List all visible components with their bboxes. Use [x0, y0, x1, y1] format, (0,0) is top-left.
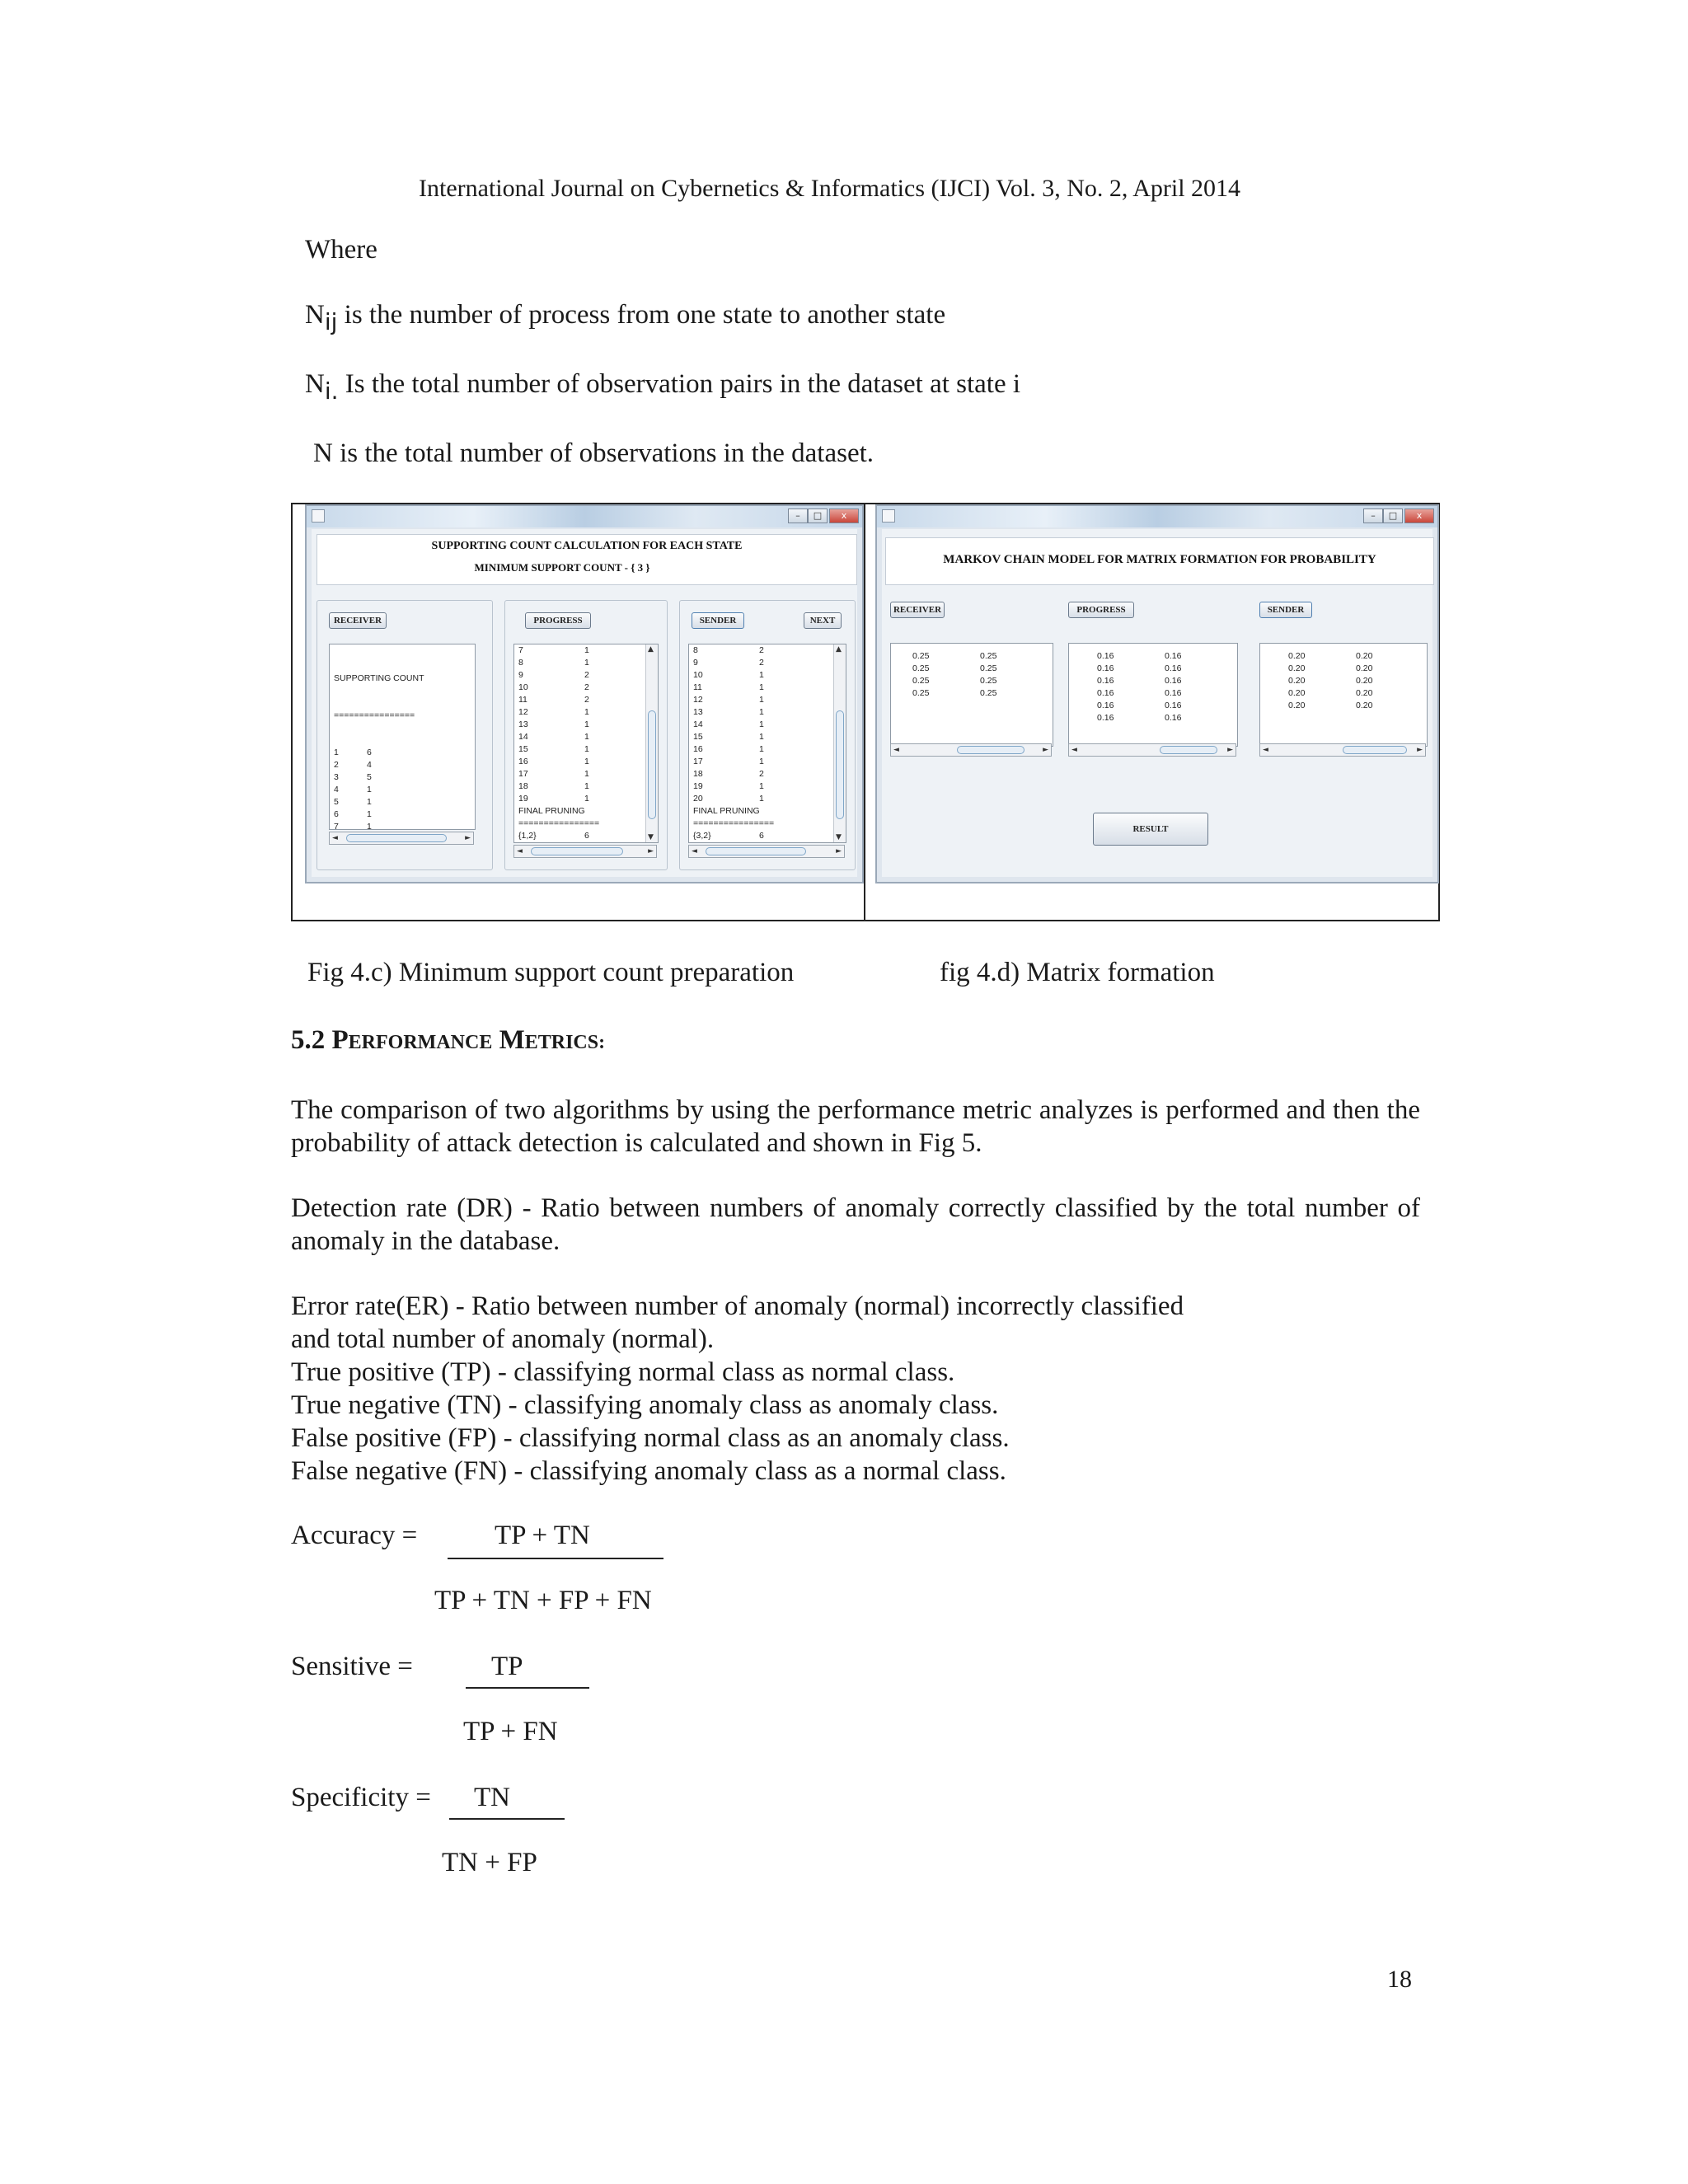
min-support-label: MINIMUM SUPPORT COUNT - { 3 }: [474, 561, 650, 574]
cell-value: 1: [759, 781, 764, 791]
cell-key: 15: [693, 732, 703, 742]
cell-value: 2: [584, 670, 589, 680]
close-button[interactable]: x: [1404, 509, 1434, 523]
window-client: [312, 529, 857, 877]
cell-value: 1: [367, 809, 372, 819]
progress-matrix[interactable]: [1068, 643, 1238, 747]
cell-key: 11: [518, 695, 528, 705]
cell-value: 2: [759, 658, 764, 668]
cell-value: 1: [367, 797, 372, 807]
matrix-text: [891, 644, 1053, 700]
subscript: ij: [324, 308, 338, 335]
matrix-cell: 0.25: [912, 676, 930, 686]
final-itemset: {1,2}: [518, 831, 537, 841]
cell-key: 9: [693, 658, 698, 668]
matrix-cell: 0.25: [912, 688, 930, 698]
horizontal-scrollbar[interactable]: [513, 845, 657, 858]
cell-key: 16: [693, 744, 703, 754]
section-number: 5.2: [291, 1025, 326, 1055]
line-false-negative: False negative (FN) - classifying anomaly class as a normal class.: [291, 1456, 1006, 1486]
sender-button[interactable]: SENDER: [692, 612, 744, 629]
matrix-row: [912, 687, 1053, 700]
list-row: [518, 682, 658, 694]
cell-key: 1: [334, 748, 339, 757]
line-true-positive: True positive (TP) - classifying normal class as normal class.: [291, 1357, 955, 1387]
list-separator: ================: [334, 710, 415, 720]
list-row: [334, 796, 475, 808]
window-titlebar: [307, 506, 862, 527]
accuracy-numerator: TP + TN: [495, 1521, 590, 1550]
matrix-cell: 0.16: [1097, 676, 1114, 686]
matrix-row: [912, 650, 1053, 663]
matrix-cell: 0.16: [1097, 663, 1114, 673]
matrix-cell: 0.25: [980, 663, 997, 673]
definition-text: is the number of process from one state to another state: [344, 300, 946, 330]
symbol-n: N: [305, 300, 325, 330]
accuracy-label: Accuracy =: [291, 1521, 418, 1550]
figure-divider: [864, 503, 865, 921]
cell-value: 1: [584, 719, 589, 729]
scroll-thumb[interactable]: [836, 710, 844, 819]
scroll-thumb[interactable]: [531, 847, 623, 855]
cell-value: 2: [759, 769, 764, 779]
minimize-button[interactable]: –: [788, 509, 808, 523]
section-title-part: ERFORMANCE: [348, 1032, 493, 1053]
specificity-numerator: TN: [474, 1783, 510, 1812]
scroll-down-icon[interactable]: ▼: [648, 833, 654, 841]
cell-value: 1: [759, 707, 764, 717]
horizontal-scrollbar[interactable]: [1068, 743, 1236, 757]
matrix-cell: 0.16: [1165, 688, 1182, 698]
cell-key: 18: [518, 781, 528, 791]
cell-value: 1: [584, 744, 589, 754]
paragraph-detection-rate: Detection rate (DR) - Ratio between numbers of anomaly correctly classified by the total number of anomaly in the database.: [291, 1193, 1420, 1256]
window-titlebar: [877, 506, 1437, 527]
matrix-cell: 0.20: [1288, 701, 1306, 710]
list-row: [693, 731, 846, 743]
list-row: [693, 743, 846, 756]
paragraph-comparison: The comparison of two algorithms by using the performance metric analyzes is performed and then the probability of attack detection is calculated and shown in Fig 5.: [291, 1095, 1420, 1158]
cell-value: 1: [584, 794, 589, 804]
scroll-left-icon[interactable]: ◄: [1071, 746, 1077, 754]
horizontal-scrollbar[interactable]: [890, 743, 1052, 757]
matrix-row: [1288, 700, 1427, 712]
scroll-right-icon[interactable]: ►: [648, 847, 654, 855]
matrix-cell: 0.16: [1097, 688, 1114, 698]
cell-key: 9: [518, 670, 523, 680]
horizontal-scrollbar[interactable]: [1259, 743, 1426, 757]
page-number: 18: [1387, 1966, 1412, 1993]
specificity-fraction-bar: [449, 1818, 565, 1820]
cell-value: 2: [584, 695, 589, 705]
list-row: [693, 719, 846, 731]
matrix-cell: 0.20: [1356, 688, 1373, 698]
final-count: 6: [584, 831, 589, 841]
cell-value: 2: [759, 645, 764, 655]
sensitive-label: Sensitive =: [291, 1652, 413, 1681]
scroll-down-icon[interactable]: ▼: [836, 833, 842, 841]
final-row: [693, 830, 846, 842]
subscript: i.: [324, 377, 339, 405]
matrix-cell: 0.16: [1165, 663, 1182, 673]
matrix-cell: 0.25: [912, 651, 930, 661]
list-row: [518, 644, 658, 657]
list-row: [334, 821, 475, 830]
list-row: [693, 768, 846, 780]
cell-key: 12: [518, 707, 528, 717]
accuracy-fraction-bar: [448, 1558, 663, 1559]
definition-nij: [305, 298, 946, 335]
scroll-right-icon[interactable]: ►: [1227, 746, 1233, 754]
sender-list-text: [689, 644, 846, 842]
matrix-row: [1288, 675, 1427, 687]
scroll-thumb[interactable]: [346, 834, 447, 842]
where-label: Where: [305, 235, 377, 265]
list-row: [693, 669, 846, 682]
cell-key: 17: [518, 769, 528, 779]
maximize-button[interactable]: □: [1383, 509, 1403, 523]
list-row: [334, 808, 475, 821]
cell-value: 2: [584, 682, 589, 692]
cell-key: 20: [693, 794, 703, 804]
cell-value: 1: [759, 670, 764, 680]
cell-value: 4: [367, 760, 372, 770]
list-row: [334, 784, 475, 796]
sender-matrix[interactable]: [1259, 643, 1428, 747]
cell-value: 1: [759, 682, 764, 692]
matrix-row: [1288, 687, 1427, 700]
list-row: [518, 731, 658, 743]
scroll-right-icon[interactable]: ►: [1417, 746, 1423, 754]
scroll-right-icon[interactable]: ►: [1043, 746, 1048, 754]
specificity-label: Specificity =: [291, 1783, 431, 1812]
caption-left: Fig 4.c) Minimum support count preparation: [307, 958, 795, 987]
definition-ni: [305, 368, 1021, 405]
cell-value: 1: [367, 822, 372, 830]
markov-matrix-window: [875, 504, 1439, 883]
receiver-panel: [316, 600, 493, 870]
matrix-cell: 0.20: [1356, 651, 1373, 661]
list-row: [518, 756, 658, 768]
progress-button[interactable]: PROGRESS: [1068, 602, 1134, 618]
list-row: [518, 706, 658, 719]
close-button[interactable]: x: [829, 509, 859, 523]
support-count-window: [305, 504, 864, 883]
scroll-left-icon[interactable]: ◄: [1263, 746, 1268, 754]
cell-value: 1: [584, 707, 589, 717]
matrix-cell: 0.16: [1165, 676, 1182, 686]
cell-value: 1: [759, 695, 764, 705]
list-row: [334, 759, 475, 771]
cell-value: 1: [759, 719, 764, 729]
line-true-negative: True negative (TN) - classifying anomaly class as anomaly class.: [291, 1390, 999, 1420]
matrix-cell: 0.25: [980, 676, 997, 686]
cell-key: 7: [334, 822, 339, 830]
matrix-row: [1097, 712, 1237, 724]
final-pruning-label: FINAL PRUNING: [518, 806, 585, 816]
progress-panel: [504, 600, 668, 870]
section-heading: [291, 1024, 605, 1059]
list-row: [693, 644, 846, 657]
cell-key: 17: [693, 757, 703, 766]
running-header: International Journal on Cybernetics & Informatics (IJCI) Vol. 3, No. 2, April 2014: [419, 175, 1241, 202]
line-error-rate-cont: and total number of anomaly (normal).: [291, 1324, 715, 1354]
cell-value: 5: [367, 772, 372, 782]
matrix-cell: 0.25: [980, 688, 997, 698]
final-itemset: {3,2}: [693, 831, 711, 841]
cell-value: 1: [759, 757, 764, 766]
cell-key: 12: [693, 695, 703, 705]
cell-value: 1: [584, 757, 589, 766]
sender-button[interactable]: SENDER: [1259, 602, 1312, 618]
specificity-denominator: TN + FP: [442, 1848, 537, 1877]
section-title-initial: P: [331, 1025, 349, 1055]
final-row: [518, 830, 658, 842]
progress-list-text: [514, 644, 658, 842]
accuracy-denominator: TP + TN + FP + FN: [434, 1586, 652, 1615]
receiver-matrix[interactable]: [890, 643, 1053, 747]
matrix-row: [1288, 663, 1427, 675]
cell-key: 14: [518, 732, 528, 742]
next-button[interactable]: NEXT: [804, 612, 842, 629]
list-row: [693, 793, 846, 805]
list-separator: ================: [693, 818, 775, 828]
scroll-thumb[interactable]: [1160, 746, 1217, 754]
matrix-cell: 0.16: [1165, 701, 1182, 710]
scroll-left-icon[interactable]: ◄: [893, 746, 899, 754]
section-title-initial: M: [499, 1025, 525, 1055]
matrix-text: [1260, 644, 1427, 712]
matrix-row: [1288, 650, 1427, 663]
list-row: [518, 743, 658, 756]
matrix-cell: 0.20: [1356, 701, 1373, 710]
scroll-left-icon[interactable]: ◄: [517, 847, 523, 855]
matrix-cell: 0.20: [1288, 688, 1306, 698]
sender-panel: [679, 600, 856, 870]
list-row: [334, 747, 475, 759]
caption-right: fig 4.d) Matrix formation: [940, 958, 1215, 987]
cell-key: 13: [693, 707, 703, 717]
heading-box: [316, 534, 857, 585]
cell-key: 5: [334, 797, 339, 807]
definition-text: Is the total number of observation pairs in the dataset at state i: [345, 369, 1021, 399]
scroll-thumb[interactable]: [648, 710, 656, 819]
list-row: [693, 657, 846, 669]
receiver-list-text: [330, 644, 475, 830]
cell-value: 1: [584, 781, 589, 791]
window-title: SUPPORTING COUNT CALCULATION FOR EACH STATE: [431, 540, 743, 552]
vertical-scrollbar[interactable]: [833, 644, 846, 842]
symbol-n: N: [305, 369, 325, 399]
cell-key: 7: [518, 645, 523, 655]
metric-definitions: [291, 1290, 1184, 1488]
list-row: [693, 682, 846, 694]
list-row: [693, 694, 846, 706]
cell-value: 1: [759, 744, 764, 754]
cell-value: 6: [367, 748, 372, 757]
progress-list[interactable]: [513, 644, 659, 843]
list-row: [518, 780, 658, 793]
receiver-list[interactable]: [329, 644, 476, 830]
list-row: [693, 706, 846, 719]
matrix-cell: 0.25: [980, 651, 997, 661]
scroll-up-icon[interactable]: ▲: [836, 645, 842, 654]
scroll-left-icon[interactable]: ◄: [692, 847, 697, 855]
horizontal-scrollbar[interactable]: [329, 832, 474, 845]
scroll-thumb[interactable]: [957, 746, 1025, 754]
matrix-cell: 0.16: [1097, 701, 1114, 710]
cell-key: 18: [693, 769, 703, 779]
list-row: [518, 694, 658, 706]
line-false-positive: False positive (FP) - classifying normal class as an anomaly class.: [291, 1423, 1010, 1453]
list-row: [518, 719, 658, 731]
cell-key: 14: [693, 719, 703, 729]
receiver-button[interactable]: RECEIVER: [890, 602, 945, 618]
cell-value: 1: [584, 658, 589, 668]
matrix-row: [1097, 675, 1237, 687]
list-separator: ================: [518, 818, 600, 828]
matrix-cell: 0.16: [1165, 713, 1182, 723]
matrix-cell: 0.16: [1097, 713, 1114, 723]
progress-button[interactable]: PROGRESS: [525, 612, 591, 629]
matrix-row: [912, 675, 1053, 687]
cell-key: 2: [334, 760, 339, 770]
cell-key: 8: [693, 645, 698, 655]
cell-key: 8: [518, 658, 523, 668]
scroll-up-icon[interactable]: ▲: [648, 645, 654, 654]
matrix-row: [1097, 650, 1237, 663]
list-heading: SUPPORTING COUNT: [334, 673, 424, 683]
window-title: MARKOV CHAIN MODEL FOR MATRIX FORMATION FOR PROBABILITY: [943, 553, 1376, 566]
app-icon: [882, 509, 895, 523]
cell-key: 13: [518, 719, 528, 729]
app-icon: [312, 509, 325, 523]
cell-key: 10: [693, 670, 703, 680]
sensitive-numerator: TP: [491, 1652, 523, 1681]
cell-value: 1: [759, 732, 764, 742]
matrix-cell: 0.20: [1356, 676, 1373, 686]
list-row: [334, 771, 475, 784]
sensitive-denominator: TP + FN: [463, 1717, 558, 1746]
cell-value: 1: [584, 769, 589, 779]
cell-key: 15: [518, 744, 528, 754]
matrix-cell: 0.20: [1288, 663, 1306, 673]
receiver-button[interactable]: RECEIVER: [329, 612, 387, 629]
sender-list[interactable]: [688, 644, 846, 843]
window-client: [882, 529, 1432, 877]
result-button[interactable]: RESULT: [1093, 813, 1208, 846]
heading-box: [885, 537, 1434, 585]
matrix-row: [1097, 663, 1237, 675]
horizontal-scrollbar[interactable]: [688, 845, 845, 858]
cell-key: 4: [334, 785, 339, 794]
cell-value: 1: [759, 794, 764, 804]
cell-key: 6: [334, 809, 339, 819]
scroll-thumb[interactable]: [1343, 746, 1407, 754]
list-row: [518, 669, 658, 682]
list-row: [518, 793, 658, 805]
matrix-cell: 0.20: [1288, 676, 1306, 686]
vertical-scrollbar[interactable]: [645, 644, 658, 842]
cell-key: 10: [518, 682, 528, 692]
cell-key: 11: [693, 682, 702, 692]
cell-key: 3: [334, 772, 339, 782]
list-row: [693, 780, 846, 793]
scroll-right-icon[interactable]: ►: [465, 834, 471, 842]
cell-value: 1: [584, 645, 589, 655]
matrix-row: [912, 663, 1053, 675]
cell-key: 16: [518, 757, 528, 766]
matrix-cell: 0.20: [1356, 663, 1373, 673]
list-row: [693, 756, 846, 768]
matrix-cell: 0.25: [912, 663, 930, 673]
section-title-part: ETRICS:: [524, 1032, 606, 1053]
cell-key: 19: [518, 794, 528, 804]
matrix-row: [1097, 687, 1237, 700]
final-pruning-label: FINAL PRUNING: [693, 806, 760, 816]
matrix-row: [1097, 700, 1237, 712]
sensitive-fraction-bar: [466, 1687, 589, 1689]
cell-key: 19: [693, 781, 703, 791]
line-error-rate: Error rate(ER) - Ratio between number of anomaly (normal) incorrectly classified: [291, 1291, 1184, 1321]
matrix-cell: 0.20: [1288, 651, 1306, 661]
matrix-cell: 0.16: [1097, 651, 1114, 661]
list-row: [518, 657, 658, 669]
cell-value: 1: [584, 732, 589, 742]
definition-n: N is the total number of observations in the dataset.: [313, 438, 874, 468]
list-row: [518, 768, 658, 780]
cell-value: 1: [367, 785, 372, 794]
scroll-thumb[interactable]: [706, 847, 806, 855]
scroll-left-icon[interactable]: ◄: [332, 834, 338, 842]
scroll-right-icon[interactable]: ►: [836, 847, 842, 855]
final-count: 6: [759, 831, 764, 841]
minimize-button[interactable]: –: [1363, 509, 1383, 523]
maximize-button[interactable]: □: [808, 509, 828, 523]
matrix-cell: 0.16: [1165, 651, 1182, 661]
matrix-text: [1069, 644, 1237, 724]
